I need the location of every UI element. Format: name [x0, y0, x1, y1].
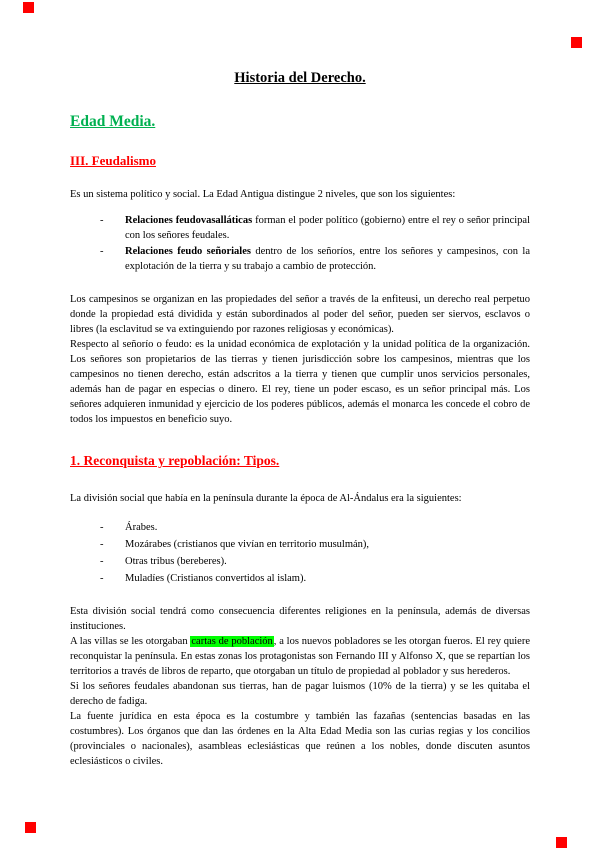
list-item-text: Mozárabes (cristianos que vivían en territorio musulmán), [125, 539, 370, 550]
bullet-dash: - [100, 539, 104, 550]
bullet-dash: - [100, 215, 104, 226]
bullet-dash: - [100, 573, 104, 584]
bullet-dash: - [100, 556, 104, 567]
bold-lead: Relaciones feudo señoriales [125, 246, 251, 257]
paragraph-fuente-juridica: La fuente jurídica en esta época es la costumbre y también las fazañas (sentencias basadas en las costumbres). Los órganos que dan las órdenes en la Alta Edad Media son las curias regias y los concilios (provinciales o nacionales), asambleas eclesiásticas que reúnen a los nobles, donde discuten asuntos eclesiásticos o civiles. [70, 711, 530, 767]
paragraph-intro: Es un sistema político y social. La Edad Antigua distingue 2 niveles, que son los siguientes: [70, 189, 456, 200]
corner-marker-top-right-icon [571, 37, 582, 48]
list-item-text: Muladíes (Cristianos convertidos al islam). [125, 573, 307, 584]
heading-reconquista: 1. Reconquista y repoblación: Tipos. [70, 453, 280, 468]
highlight-cartas-de-poblacion: cartas de población [191, 636, 273, 647]
paragraph-block-reconquista [70, 604, 530, 769]
list-item-rest: forman el poder político (gobierno) entre el rey o señor principal con los señores feudales. [125, 215, 530, 241]
corner-marker-top-left-icon [23, 2, 34, 13]
list-item-relaciones-feudovasallaticas [100, 213, 530, 243]
paragraph-division-social: La división social que había en la península durante la época de Al-Ándalus era la siguientes: [70, 493, 462, 504]
corner-marker-bottom-right-icon [556, 837, 567, 848]
paragraph-senorio: Respecto al señorío o feudo: es la unidad económica de explotación y la unidad política de la organización. Los señores son propietarios de las tierras y tienen jurisdicción sobre los campesinos, mientras que los campesinos no tienen derecho, están adscritos a la tierra y tienen que cumplir unos servicios personales, además han de pagar en especias o dinero. El rey, tiene un poder escaso, es un señor principal más. Los señores adquieren inmunidad y ejercicio de los poderes públicos, además el monarca les concede el cobro de todos los impuestos en beneficio suyo. [70, 339, 530, 425]
bullet-dash: - [100, 522, 104, 533]
document-title: Historia del Derecho. [234, 70, 366, 86]
list-item-mozarabes [100, 537, 530, 552]
list-item-text: Árabes. [125, 522, 158, 533]
heading-feudalismo: III. Feudalismo [70, 153, 156, 168]
list-item-text: Otras tribus (bereberes). [125, 556, 227, 567]
corner-marker-bottom-left-icon [25, 822, 36, 833]
bullet-list-division [70, 520, 530, 586]
paragraph-luismos: Si los señores feudales abandonan sus tierras, han de pagar luismos (10% de la tierra) y se les quitaba el derecho de fadiga. [70, 681, 530, 707]
list-item-text [125, 244, 530, 274]
bold-lead: Relaciones feudovasalláticas [125, 215, 253, 226]
villas-post-text: , a los nuevos pobladores se les otorgan fueros. El rey quiere reconquistar la península. En estas zonas los protagonistas son Fernando III y Alfonso X, que se repartían los territorios a través de libros de reparto, que otorgaban un título de propiedad al poblador y sus herederos. [70, 636, 530, 677]
bullet-list-niveles [70, 213, 530, 274]
list-item-otras-tribus [100, 554, 530, 569]
list-item-relaciones-feudo-senoriales [100, 244, 530, 274]
villas-pre-text: A las villas se les otorgaban [70, 636, 191, 647]
heading-edad-media: Edad Media. [70, 113, 156, 130]
paragraph-villas [70, 634, 530, 679]
paragraph-block-feudalismo [70, 292, 530, 427]
paragraph-consecuencia: Esta división social tendrá como consecuencia diferentes religiones en la península, además de diversas instituciones. [70, 606, 530, 632]
list-item-text [125, 213, 530, 243]
bullet-dash: - [100, 246, 104, 257]
paragraph-campesinos: Los campesinos se organizan en las propiedades del señor a través de la enfiteusi, un derecho real perpetuo donde la propiedad está dividida y están subordinados al poder del señor, pueden ser siervos, esclavos o libres (la esclavitud se va extinguiendo por razones religiosas y económicas). [70, 294, 530, 335]
list-item-arabes [100, 520, 530, 535]
list-item-rest: dentro de los señoríos, entre los señores y campesinos, con la explotación de la tierra y su trabajo a cambio de protección. [125, 246, 530, 272]
list-item-muladies [100, 571, 530, 586]
